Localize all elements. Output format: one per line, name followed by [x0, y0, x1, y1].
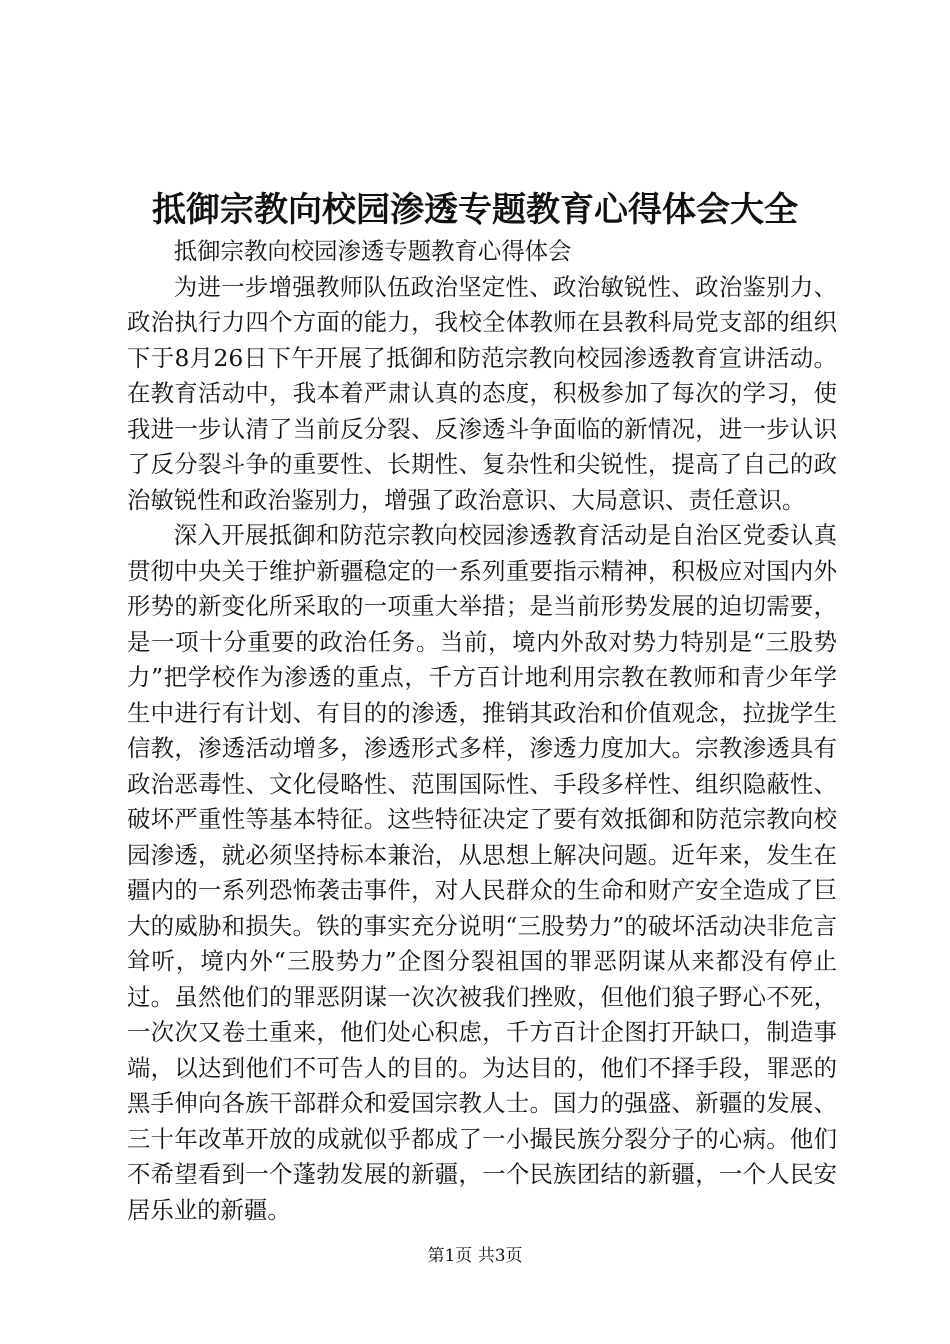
- document-body: [127, 234, 837, 1228]
- document-title: 抵御宗教向校园渗透专题教育心得体会大全: [152, 190, 798, 230]
- paragraph-2: 深入开展抵御和防范宗教向校园渗透教育活动是自治区党委认真贯彻中央关于维护新疆稳定的一系列重要指示精神，积极应对国内外形势的新变化所采取的一项重大举措；是当前形势发展的迫切需要，是一项十分重要的政治任务。当前，境内外敌对势力特别是“三股势力”把学校作为渗透的重点，千方百计地利用宗教在教师和青少年学生中进行有计划、有目的的渗透，推销其政治和价值观念，拉拢学生信教，渗透活动增多，渗透形式多样，渗透力度加大。宗教渗透具有政治恶毒性、文化侵略性、范围国际性、手段多样性、组织隐蔽性、破坏严重性等基本特征。这些特征决定了要有效抵御和防范宗教向校园渗透，就必须坚持标本兼治，从思想上解决问题。近年来，发生在疆内的一系列恐怖袭击事件，对人民群众的生命和财产安全造成了巨大的威胁和损失。铁的事实充分说明“三股势力”的破坏活动决非危言耸听，境内外“三股势力”企图分裂祖国的罪恶阴谋从来都没有停止过。虽然他们的罪恶阴谋一次次被我们挫败，但他们狼子野心不死，一次次又卷土重来，他们处心积虑，千方百计企图打开缺口，制造事端，以达到他们不可告人的目的。为达目的，他们不择手段，罪恶的黑手伸向各族干部群众和爱国宗教人士。国力的强盛、新疆的发展、三十年改革开放的成就似乎都成了一小撮民族分裂分子的心病。他们不希望看到一个蓬勃发展的新疆，一个民族团结的新疆，一个人民安居乐业的新疆。: [127, 521, 837, 1224]
- page-number-footer: 第1页 共3页: [427, 1246, 523, 1266]
- paragraph-1: 为进一步增强教师队伍政治坚定性、政治敏锐性、政治鉴别力、政治执行力四个方面的能力，我校全体教师在县教科局党支部的组织下于8月26日下午开展了抵御和防范宗教向校园渗透教育宣讲活动。在教育活动中，我本着严肃认真的态度，积极参加了每次的学习，使我进一步认清了当前反分裂、反渗透斗争面临的新情况，进一步认识了反分裂斗争的重要性、长期性、复杂性和尖锐性，提高了自己的政治敏锐性和政治鉴别力，增强了政治意识、大局意识、责任意识。: [127, 272, 837, 514]
- document-subtitle: 抵御宗教向校园渗透专题教育心得体会: [173, 237, 572, 265]
